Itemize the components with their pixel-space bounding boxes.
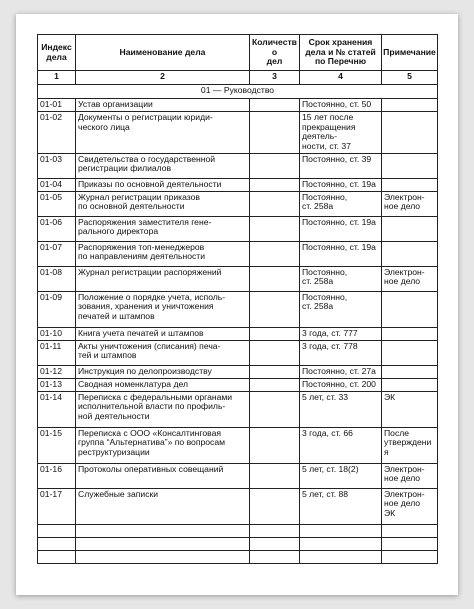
cell-quantity xyxy=(250,327,300,340)
cell-storage-term: Постоянно, ст. 27а xyxy=(300,365,382,378)
cell-index: 01-08 xyxy=(38,266,76,291)
cell-name: Распоряжения заместителя гене- рального директора xyxy=(76,216,250,241)
table-row xyxy=(38,153,438,178)
cell-name: Переписка с федеральными органами исполнительной власти по профиль- ной деятельности xyxy=(76,391,250,427)
cell-name: Протоколы оперативных совещаний xyxy=(76,463,250,488)
empty-row xyxy=(38,537,438,550)
cell-index: 01-14 xyxy=(38,391,76,427)
cell-note xyxy=(382,178,438,191)
header-row xyxy=(38,35,438,71)
cell-note: Электрон- ное дело xyxy=(382,191,438,216)
cell-note xyxy=(382,112,438,154)
empty-cell xyxy=(300,537,382,550)
table-row xyxy=(38,99,438,112)
table-row xyxy=(38,291,438,327)
cell-name: Документы о регистрации юриди- ческого лица xyxy=(76,112,250,154)
cell-storage-term: Постоянно, ст. 19а xyxy=(300,178,382,191)
cell-storage-term: 15 лет после прекращения деятель- ности, ст. 37 xyxy=(300,112,382,154)
nomenclature-table xyxy=(37,34,438,564)
document-page xyxy=(16,14,458,595)
empty-cell xyxy=(250,524,300,537)
cell-storage-term: 5 лет, ст. 88 xyxy=(300,488,382,524)
cell-index: 01-07 xyxy=(38,241,76,266)
header-note: Примечание xyxy=(382,35,438,71)
header-quantity: Количество дел xyxy=(250,35,300,71)
header-storage-term: Срок хранения дела и № статей по Перечню xyxy=(300,35,382,71)
table-row xyxy=(38,191,438,216)
cell-storage-term: Постоянно, ст. 50 xyxy=(300,99,382,112)
cell-storage-term: 3 года, ст. 777 xyxy=(300,327,382,340)
cell-note: Электрон- ное дело ЭК xyxy=(382,488,438,524)
cell-note: Электрон- ное дело xyxy=(382,463,438,488)
empty-row xyxy=(38,524,438,537)
table-row xyxy=(38,463,438,488)
cell-name: Переписка с ООО «Консалтинговая группа “Альтернатива”» по вопросам реструктуризации xyxy=(76,427,250,463)
cell-note xyxy=(382,216,438,241)
cell-storage-term: 3 года, ст. 66 xyxy=(300,427,382,463)
cell-index: 01-02 xyxy=(38,112,76,154)
cell-index: 01-05 xyxy=(38,191,76,216)
cell-index: 01-12 xyxy=(38,365,76,378)
cell-note: После утверждения xyxy=(382,427,438,463)
cell-name: Распоряжения топ-менеджеров по направлениям деятельности xyxy=(76,241,250,266)
cell-quantity xyxy=(250,427,300,463)
cell-index: 01-06 xyxy=(38,216,76,241)
cell-index: 01-15 xyxy=(38,427,76,463)
cell-note xyxy=(382,340,438,365)
cell-note xyxy=(382,327,438,340)
column-number: 2 xyxy=(76,71,250,85)
header-index: Индекс дела xyxy=(38,35,76,71)
column-number: 3 xyxy=(250,71,300,85)
table-row xyxy=(38,241,438,266)
column-numbers-row xyxy=(38,71,438,85)
empty-cell xyxy=(76,537,250,550)
cell-storage-term: Постоянно, ст. 19а xyxy=(300,216,382,241)
cell-name: Книга учета печатей и штампов xyxy=(76,327,250,340)
cell-name: Сводная номенклатура дел xyxy=(76,378,250,391)
cell-quantity xyxy=(250,266,300,291)
cell-storage-term: Постоянно, ст. 19а xyxy=(300,241,382,266)
empty-cell xyxy=(300,550,382,563)
empty-cell xyxy=(38,550,76,563)
table-row xyxy=(38,327,438,340)
column-number: 4 xyxy=(300,71,382,85)
cell-storage-term: Постоянно, ст. 200 xyxy=(300,378,382,391)
section-title: 01 — Руководство xyxy=(38,85,438,99)
cell-note xyxy=(382,241,438,266)
table-row xyxy=(38,340,438,365)
cell-storage-term: 5 лет, ст. 18(2) xyxy=(300,463,382,488)
cell-quantity xyxy=(250,191,300,216)
cell-index: 01-10 xyxy=(38,327,76,340)
cell-index: 01-13 xyxy=(38,378,76,391)
cell-name: Положение о порядке учета, исполь- зования, хранения и уничтожения печатей и штампов xyxy=(76,291,250,327)
cell-index: 01-04 xyxy=(38,178,76,191)
cell-quantity xyxy=(250,365,300,378)
empty-cell xyxy=(300,524,382,537)
cell-note xyxy=(382,153,438,178)
table-row xyxy=(38,112,438,154)
cell-note xyxy=(382,365,438,378)
empty-row xyxy=(38,550,438,563)
cell-quantity xyxy=(250,241,300,266)
cell-note xyxy=(382,291,438,327)
empty-cell xyxy=(250,537,300,550)
cell-note xyxy=(382,99,438,112)
cell-storage-term: 5 лет, ст. 33 xyxy=(300,391,382,427)
table-row xyxy=(38,488,438,524)
cell-quantity xyxy=(250,99,300,112)
cell-name: Служебные записки xyxy=(76,488,250,524)
cell-index: 01-16 xyxy=(38,463,76,488)
empty-cell xyxy=(382,524,438,537)
cell-quantity xyxy=(250,153,300,178)
table-row xyxy=(38,216,438,241)
column-number: 5 xyxy=(382,71,438,85)
cell-name: Акты уничтожения (списания) печа- тей и штампов xyxy=(76,340,250,365)
empty-cell xyxy=(38,524,76,537)
column-number: 1 xyxy=(38,71,76,85)
empty-cell xyxy=(38,537,76,550)
cell-quantity xyxy=(250,178,300,191)
cell-note: Электрон- ное дело xyxy=(382,266,438,291)
empty-cell xyxy=(76,550,250,563)
cell-name: Инструкция по делопроизводству xyxy=(76,365,250,378)
empty-cell xyxy=(250,550,300,563)
cell-note xyxy=(382,378,438,391)
cell-quantity xyxy=(250,291,300,327)
table-row xyxy=(38,378,438,391)
cell-quantity xyxy=(250,378,300,391)
cell-quantity xyxy=(250,463,300,488)
cell-storage-term: Постоянно, ст. 258а xyxy=(300,266,382,291)
cell-name: Свидетельства о государственной регистрации филиалов xyxy=(76,153,250,178)
cell-quantity xyxy=(250,216,300,241)
cell-quantity xyxy=(250,488,300,524)
cell-name: Приказы по основной деятельности xyxy=(76,178,250,191)
header-name: Наименование дела xyxy=(76,35,250,71)
section-row xyxy=(38,85,438,99)
cell-index: 01-09 xyxy=(38,291,76,327)
cell-name: Устав организации xyxy=(76,99,250,112)
cell-name: Журнал регистрации приказов по основной деятельности xyxy=(76,191,250,216)
cell-storage-term: Постоянно, ст. 39 xyxy=(300,153,382,178)
table-row xyxy=(38,427,438,463)
cell-index: 01-17 xyxy=(38,488,76,524)
cell-quantity xyxy=(250,340,300,365)
empty-cell xyxy=(382,537,438,550)
table-row xyxy=(38,178,438,191)
cell-index: 01-11 xyxy=(38,340,76,365)
table-row xyxy=(38,391,438,427)
cell-name: Журнал регистрации распоряжений xyxy=(76,266,250,291)
cell-quantity xyxy=(250,391,300,427)
table-row xyxy=(38,266,438,291)
cell-storage-term: 3 года, ст. 778 xyxy=(300,340,382,365)
cell-quantity xyxy=(250,112,300,154)
empty-cell xyxy=(382,550,438,563)
empty-cell xyxy=(76,524,250,537)
cell-storage-term: Постоянно, ст. 258а xyxy=(300,191,382,216)
cell-note: ЭК xyxy=(382,391,438,427)
cell-storage-term: Постоянно, ст. 258а xyxy=(300,291,382,327)
cell-index: 01-01 xyxy=(38,99,76,112)
table-row xyxy=(38,365,438,378)
cell-index: 01-03 xyxy=(38,153,76,178)
